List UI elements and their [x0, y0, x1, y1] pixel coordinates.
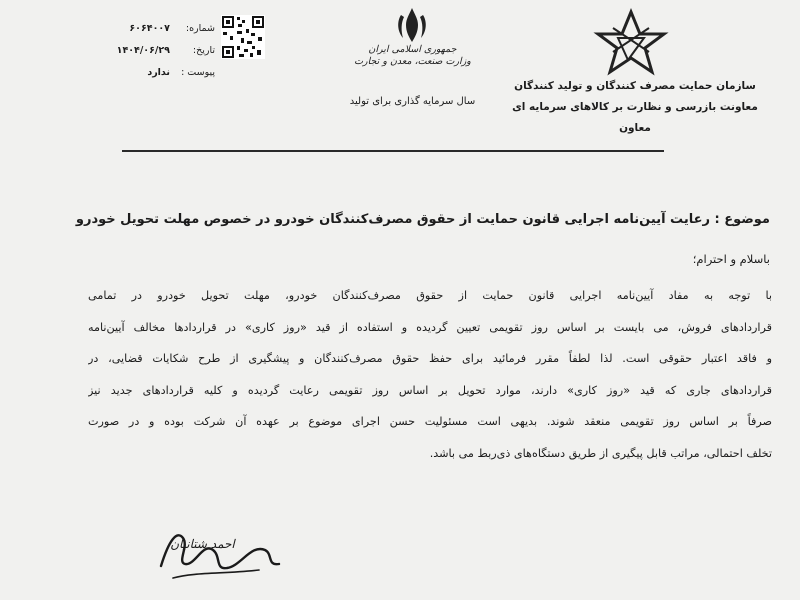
organization-logo-icon: [588, 8, 674, 80]
letter-body: [88, 280, 772, 469]
letter-date-row: [90, 40, 215, 62]
letter-greeting: باسلام و احترام؛: [692, 252, 770, 266]
org-line-3: معاون: [619, 122, 651, 134]
body-line-6: تخلف احتمالی، مراتب قابل پیگیری از طریق دستگاه‌های ذی‌ربط می باشد.: [429, 446, 772, 460]
attachment-value: ندارد: [147, 67, 170, 78]
handwritten-signature-icon: [155, 520, 285, 590]
letter-metadata: [90, 18, 215, 84]
ministry-name: [330, 44, 495, 68]
attachment-row: [90, 62, 215, 84]
letter-number-label: شماره:: [185, 23, 215, 34]
body-line-5: صرفاً بر اساس روز تقویمی منعقد شوند. بدیهی است مسئولیت حسن اجرای موضوع بر عهده آن شرکت بوده و در صورت: [88, 415, 772, 428]
header-divider: [122, 150, 664, 152]
iran-emblem-icon: [392, 5, 432, 45]
ministry-line-2: وزارت صنعت، معدن و تجارت: [354, 56, 471, 67]
ministry-line-1: جمهوری اسلامی ایران: [368, 44, 457, 55]
letter-number-value: ۶۰۶۴۰۰۷: [129, 23, 170, 34]
body-line-3: و فاقد اعتبار حقوقی است. لذا لطفاً مقرر فرمائید برای حفظ حقوق مصرف‌کنندگان و پیشگیری از طرح شکایات قضایی، در: [88, 352, 772, 365]
letter-number-row: [90, 18, 215, 40]
org-line-1: سازمان حمایت مصرف کنندگان و تولید کنندگان: [514, 80, 756, 92]
qr-code-icon: [221, 15, 265, 59]
attachment-label: پیوست :: [181, 67, 215, 78]
body-line-2: قراردادهای فروش، می بایست بر اساس روز تقویمی تعیین گردیده و استفاده از قید «روز کاری» در قراردادها مخالف آیین‌نامه: [88, 320, 772, 334]
year-motto: سال سرمایه گذاری برای تولید: [349, 96, 476, 107]
org-line-2: معاونت بازرسی و نظارت بر کالاهای سرمایه ای: [512, 101, 758, 113]
signer-name: احمد شتانیان: [170, 537, 235, 551]
letter-date-value: ۱۴۰۴/۰۶/۲۹: [116, 45, 170, 56]
body-line-4: قراردادهای جاری که قید «روز کاری» دارند، موارد تحویل بر اساس روز تقویمی رعایت گردیده و کلیه قراردادهای جدید نیز: [88, 383, 772, 397]
letter-date-label: تاریخ:: [192, 45, 215, 56]
body-line-1: با توجه به مفاد آیین‌نامه اجرایی قانون حمایت از حقوق مصرف‌کنندگان خودرو، مهلت تحویل خودرو در تمامی: [88, 289, 772, 302]
letter-subject: موضوع : رعایت آیین‌نامه اجرایی قانون حمایت از حقوق مصرف‌کنندگان خودرو در خصوص مهلت تحویل خودرو: [75, 212, 770, 227]
organization-name: [495, 76, 775, 139]
